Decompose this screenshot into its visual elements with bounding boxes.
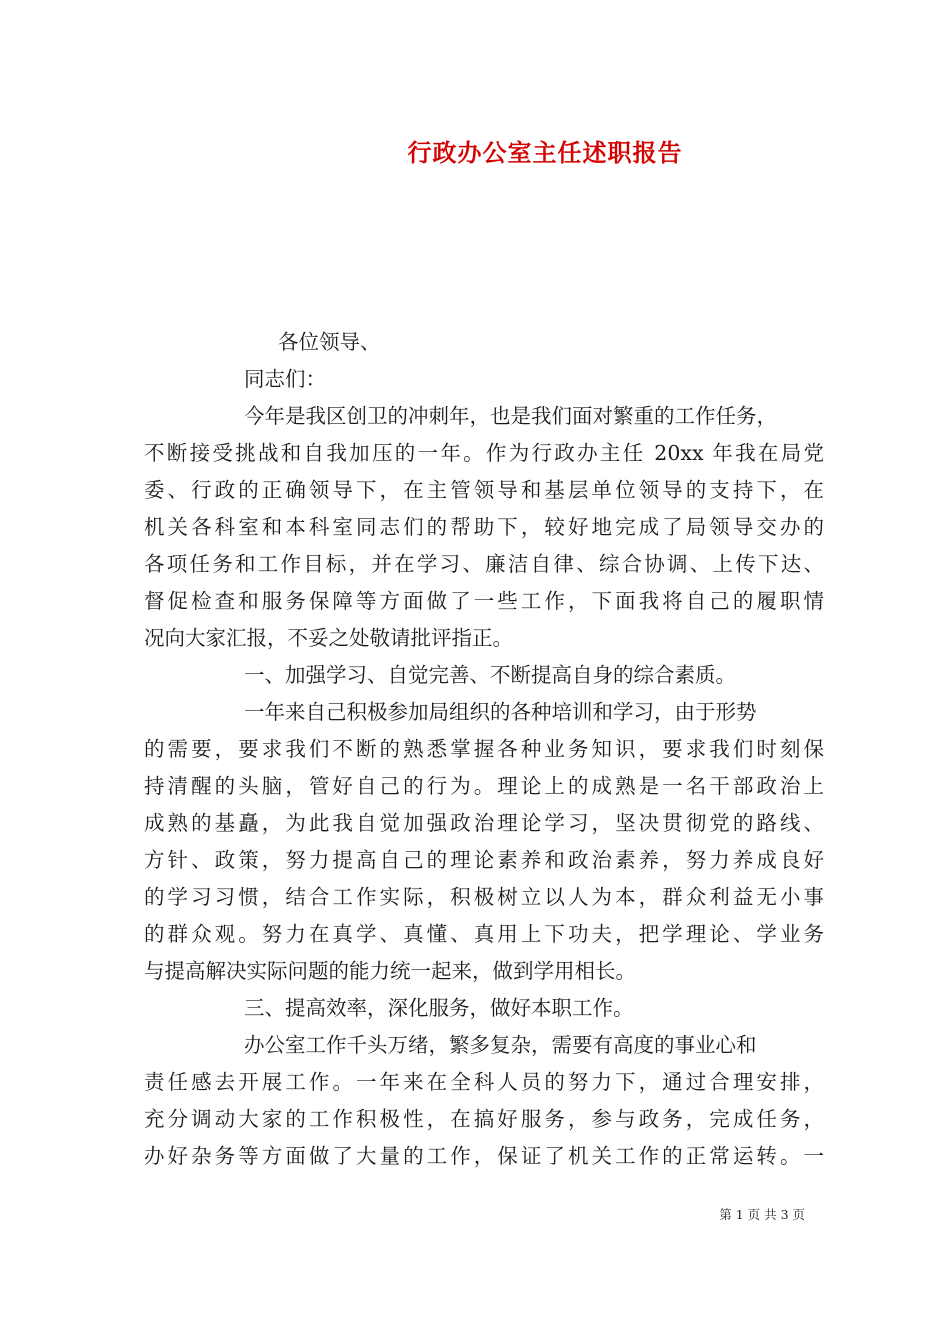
- paragraph-line: 的需要，要求我们不断的熟悉掌握各种业务知识，要求我们时刻保: [144, 737, 824, 761]
- paragraph-line: 责任感去开展工作。一年来在全科人员的努力下，通过合理安排，: [144, 1070, 824, 1094]
- page-number: 第 1 页 共 3 页: [719, 1207, 805, 1222]
- paragraph-line: 的群众观。努力在真学、真懂、真用上下功夫，把学理论、学业务: [144, 922, 824, 946]
- paragraph-line: 一年来自己积极参加局组织的各种培训和学习，由于形势: [244, 700, 757, 724]
- paragraph-line: 的学习习惯，结合工作实际，积极树立以人为本，群众利益无小事: [144, 885, 824, 909]
- paragraph-line: 持清醒的头脑，管好自己的行为。理论上的成熟是一名干部政治上: [144, 774, 824, 798]
- paragraph-line: 充分调动大家的工作积极性，在搞好服务，参与政务，完成任务，: [144, 1107, 824, 1131]
- paragraph-line: 办公室工作千头万绪，繁多复杂，需要有高度的事业心和: [244, 1033, 757, 1057]
- paragraph-line: 办好杂务等方面做了大量的工作，保证了机关工作的正常运转。一: [144, 1144, 824, 1168]
- document-title: 行政办公室主任述职报告: [407, 138, 683, 167]
- paragraph-line: 成熟的基矗，为此我自觉加强政治理论学习，坚决贯彻党的路线、: [144, 811, 824, 835]
- paragraph-line: 况向大家汇报，不妥之处敬请批评指正。: [144, 626, 513, 650]
- paragraph-line: 督促检查和服务保障等方面做了一些工作，下面我将自己的履职情: [144, 589, 824, 613]
- salutation-line: 各位领导、: [278, 330, 381, 354]
- salutation-line: 同志们：: [244, 367, 326, 391]
- paragraph-line: 机关各科室和本科室同志们的帮助下，较好地完成了局领导交办的: [144, 515, 824, 539]
- paragraph-line: 不断接受挑战和自我加压的一年。作为行政办主任 20xx 年我在局党: [144, 441, 824, 465]
- section-heading: 一、加强学习、自觉完善、不断提高自身的综合素质。: [244, 663, 736, 687]
- paragraph-line: 委、行政的正确领导下，在主管领导和基层单位领导的支持下，在: [144, 478, 824, 502]
- paragraph-line: 方针、政策，努力提高自己的理论素养和政治素养，努力养成良好: [144, 848, 824, 872]
- document-body: [144, 324, 824, 1175]
- section-heading: 三、提高效率，深化服务，做好本职工作。: [244, 996, 634, 1020]
- paragraph-line: 各项任务和工作目标，并在学习、廉洁自律、综合协调、上传下达、: [144, 552, 824, 576]
- paragraph-line: 今年是我区创卫的冲刺年，也是我们面对繁重的工作任务，: [244, 404, 777, 428]
- paragraph-line: 与提高解决实际问题的能力统一起来，做到学用相长。: [144, 959, 636, 983]
